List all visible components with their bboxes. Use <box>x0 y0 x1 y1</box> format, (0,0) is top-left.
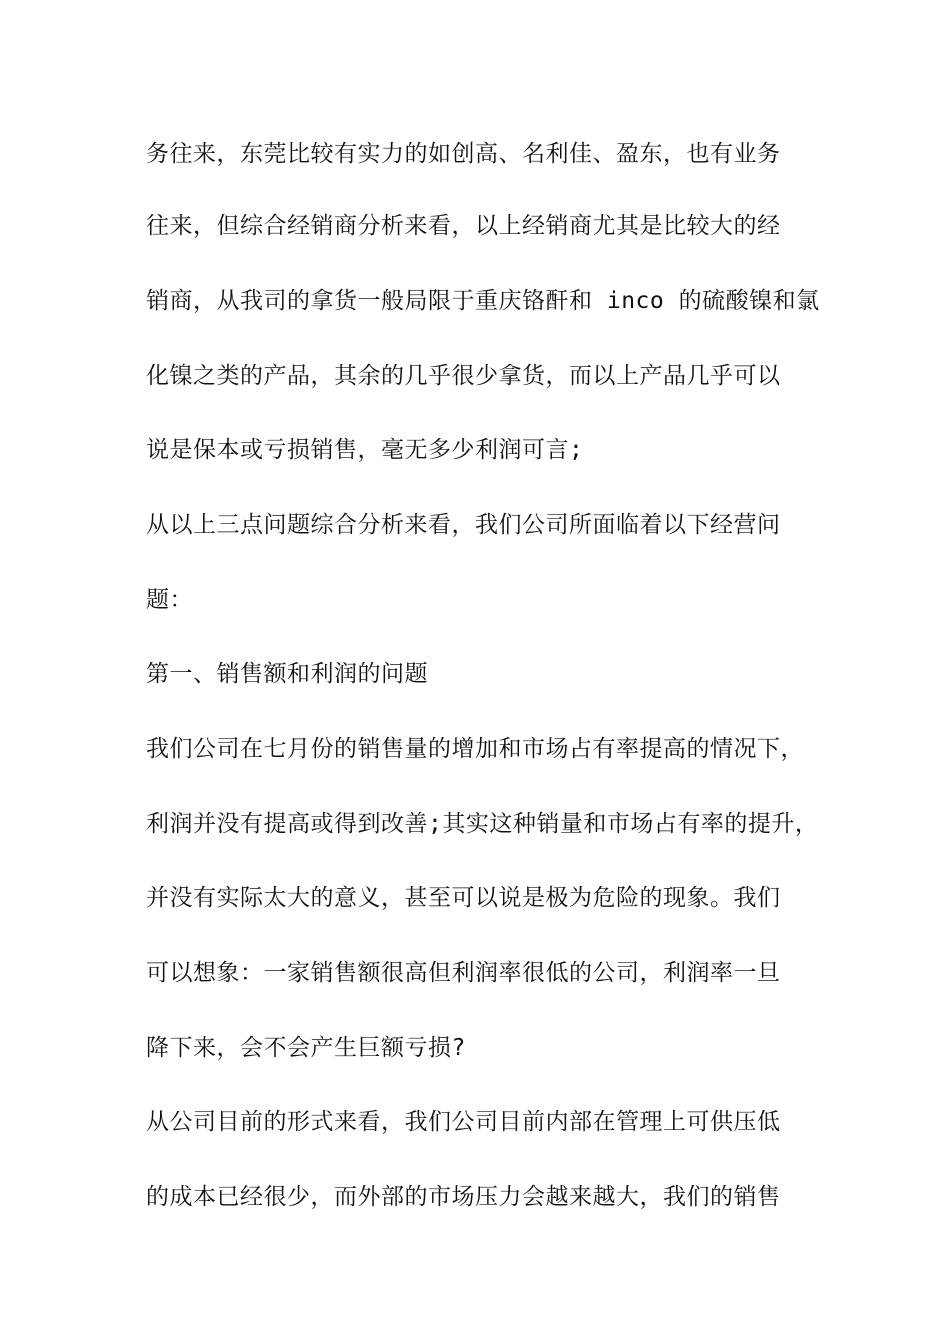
paragraph-line-5: 说是保本或亏损销售，毫无多少利润可言; <box>146 437 584 463</box>
paragraph-line-10: 利润并没有提高或得到改善;其实这种销量和市场占有率的提升， <box>146 811 819 837</box>
paragraph-line-3: 销商，从我司的拿货一般局限于重庆铬酐和 inco 的硫酸镍和氯 <box>146 288 820 314</box>
paragraph-line-13: 降下来，会不会产生巨额亏损? <box>146 1035 466 1061</box>
paragraph-line-15: 的成本已经很少，而外部的市场压力会越来越大，我们的销售 <box>146 1184 781 1210</box>
paragraph-line-7: 题： <box>146 587 193 613</box>
paragraph-line-14: 从公司目前的形式来看，我们公司目前内部在管理上可供压低 <box>146 1109 781 1135</box>
paragraph-line-4: 化镍之类的产品，其余的几乎很少拿货，而以上产品几乎可以 <box>146 363 781 389</box>
paragraph-line-2: 往来，但综合经销商分析来看，以上经销商尤其是比较大的经 <box>146 213 781 239</box>
paragraph-line-1: 务往来，东莞比较有实力的如创高、名利佳、盈东，也有业务 <box>146 141 781 167</box>
paragraph-line-6: 从以上三点问题综合分析来看，我们公司所面临着以下经营问 <box>146 512 781 538</box>
paragraph-line-9: 我们公司在七月份的销售量的增加和市场占有率提高的情况下， <box>146 736 804 762</box>
paragraph-line-11: 并没有实际太大的意义，甚至可以说是极为危险的现象。我们 <box>146 885 781 911</box>
paragraph-line-12: 可以想象：一家销售额很高但利润率很低的公司，利润率一旦 <box>146 960 781 986</box>
section-heading: 第一、销售额和利润的问题 <box>146 661 428 687</box>
